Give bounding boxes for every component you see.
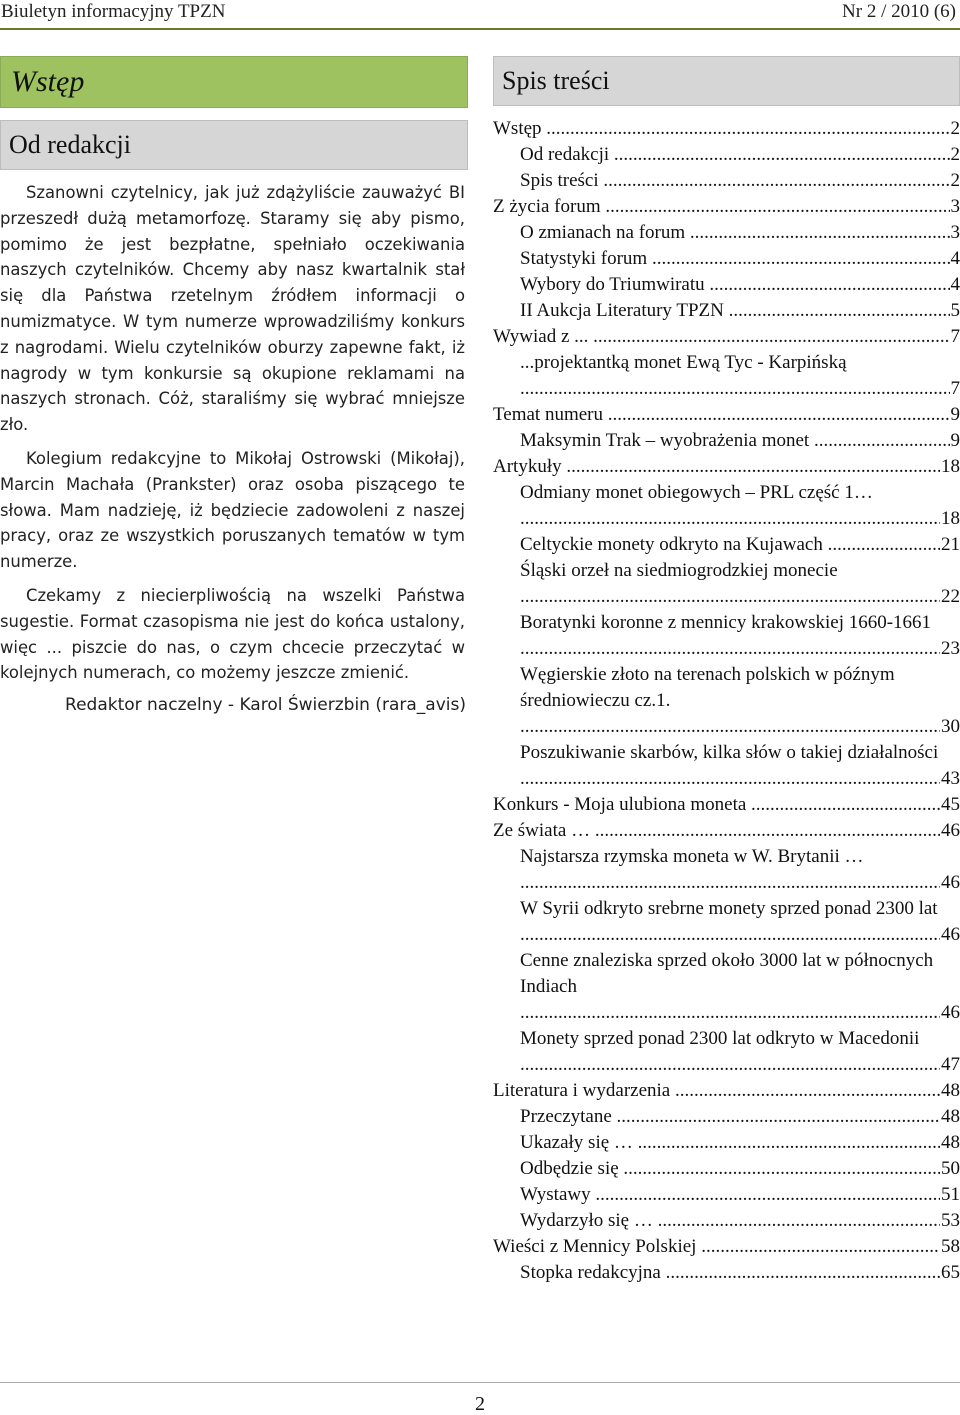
toc-entry-title: Wstęp ..... bbox=[493, 116, 950, 142]
toc-entry[interactable] bbox=[493, 1260, 960, 1286]
toc-entry-page: 9 bbox=[950, 428, 960, 454]
toc-entry[interactable] bbox=[493, 948, 960, 1026]
toc-entry-title: Najstarsza rzymska moneta w W. Brytanii … ..... bbox=[520, 844, 940, 896]
toc-entry-page: 3 bbox=[950, 220, 960, 246]
toc-entry[interactable] bbox=[493, 1156, 960, 1182]
toc-entry-title: ...projektantką monet Ewą Tyc - Karpińską ..... bbox=[520, 350, 950, 402]
toc-entry[interactable] bbox=[493, 168, 960, 194]
toc-entry[interactable] bbox=[493, 1182, 960, 1208]
toc-entry-title: Cenne znaleziska sprzed około 3000 lat w północnych Indiach ..... bbox=[520, 948, 940, 1026]
issue-number: Nr 2 / 2010 (6) bbox=[842, 0, 956, 24]
toc-entry-page: 7 bbox=[950, 376, 960, 402]
toc-entry-title: Ze świata … ..... bbox=[493, 818, 940, 844]
toc-entry-page: 4 bbox=[950, 246, 960, 272]
toc-entry-page: 2 bbox=[950, 168, 960, 194]
toc-entry-title: W Syrii odkryto srebrne monety sprzed ponad 2300 lat ..... bbox=[520, 896, 940, 948]
paragraph-2: Kolegium redakcyjne to Mikołaj Ostrowski (Mikołaj), Marcin Machała (Prankster) oraz osoba piszącego te słowa. Mam nadzieję, iż będziecie zadowoleni z naszej pracy, oraz ze wszystkich poruszanych tematów w tym numerze. bbox=[0, 446, 465, 575]
paragraph-1: Szanowni czytelnicy, jak już zdążyliście zauważyć BI przeszedł dużą metamorfozę. Staramy się aby pismo, pomimo że jest bezpłatne, spełniało oczekiwania naszych czytelników. Chcemy aby nasz kwartalnik stał się dla Państwa rzetelnym źródłem informacji o numizmatyce. W tym numerze wprowadziliśmy konkurs z nagrodami. Wielu czytelników oburzy zapewne fakt, iż nagrody w tym konkursie są okupione reklamami na naszych stronach. Cóż, staraliśmy się wybrać mniejsze zło. bbox=[0, 180, 465, 438]
toc-entry-title: Stopka redakcyjna ..... bbox=[520, 1260, 940, 1286]
toc-title: Spis treści bbox=[494, 57, 959, 105]
article-banner bbox=[0, 120, 468, 170]
toc-entry[interactable] bbox=[493, 1234, 960, 1260]
toc-entry-title: Celtyckie monety odkryto na Kujawach ..... bbox=[520, 532, 940, 558]
toc-entry[interactable] bbox=[493, 1208, 960, 1234]
toc-entry[interactable] bbox=[493, 272, 960, 298]
publication-title: Biuletyn informacyjny TPZN bbox=[1, 0, 225, 24]
toc-entry[interactable] bbox=[493, 194, 960, 220]
toc-entry[interactable] bbox=[493, 1130, 960, 1156]
right-column bbox=[493, 56, 960, 1286]
toc-entry[interactable] bbox=[493, 350, 960, 402]
footer-rule bbox=[0, 1382, 960, 1383]
toc-entry[interactable] bbox=[493, 116, 960, 142]
toc-entry[interactable] bbox=[493, 402, 960, 428]
toc-entry[interactable] bbox=[493, 610, 960, 662]
toc-entry-title: Konkurs - Moja ulubiona moneta ..... bbox=[493, 792, 940, 818]
toc-entry-page: 2 bbox=[950, 142, 960, 168]
article-body bbox=[0, 180, 468, 718]
toc-entry[interactable] bbox=[493, 428, 960, 454]
toc-entry-title: Statystyki forum ..... bbox=[520, 246, 950, 272]
page-number: 2 bbox=[0, 1394, 960, 1414]
toc-entry-page: 7 bbox=[950, 324, 960, 350]
toc-entry-page: 48 bbox=[940, 1130, 960, 1156]
toc-banner bbox=[493, 56, 960, 106]
toc-entry[interactable] bbox=[493, 454, 960, 480]
toc-entry[interactable] bbox=[493, 532, 960, 558]
toc-entry[interactable] bbox=[493, 558, 960, 610]
section-title: Wstęp bbox=[1, 57, 467, 107]
toc-entry[interactable] bbox=[493, 1104, 960, 1130]
signature: Redaktor naczelny - Karol Świerzbin (rara_avis) bbox=[0, 692, 468, 718]
toc-entry[interactable] bbox=[493, 896, 960, 948]
toc-entry-title: Śląski orzeł na siedmiogrodzkiej monecie ..... bbox=[520, 558, 940, 610]
toc-entry-page: 46 bbox=[940, 818, 960, 844]
toc-entry-title: II Aukcja Literatury TPZN ..... bbox=[520, 298, 950, 324]
toc-entry-page: 21 bbox=[940, 532, 960, 558]
left-column bbox=[0, 56, 468, 718]
toc-entry-page: 30 bbox=[940, 714, 960, 740]
toc-entry-page: 65 bbox=[940, 1260, 960, 1286]
toc-entry-title: Odbędzie się ..... bbox=[520, 1156, 940, 1182]
toc-entry-page: 51 bbox=[940, 1182, 960, 1208]
toc-entry-title: Temat numeru ..... bbox=[493, 402, 950, 428]
toc-entry-page: 50 bbox=[940, 1156, 960, 1182]
toc-entry-title: Wystawy ..... bbox=[520, 1182, 940, 1208]
toc-entry-title: Poszukiwanie skarbów, kilka słów o takiej działalności ..... bbox=[520, 740, 940, 792]
toc-entry-title: Wywiad z ... ..... bbox=[493, 324, 950, 350]
toc-entry-page: 48 bbox=[940, 1078, 960, 1104]
toc-entry-page: 53 bbox=[940, 1208, 960, 1234]
toc-entry-title: Węgierskie złoto na terenach polskich w późnym średniowieczu cz.1. ..... bbox=[520, 662, 940, 740]
toc-entry[interactable] bbox=[493, 844, 960, 896]
toc-entry-title: Wydarzyło się … ..... bbox=[520, 1208, 940, 1234]
toc-entry-page: 18 bbox=[940, 454, 960, 480]
toc-entry-page: 48 bbox=[940, 1104, 960, 1130]
toc-entry-title: Z życia forum ..... bbox=[493, 194, 950, 220]
article-title: Od redakcji bbox=[1, 121, 467, 169]
toc-entry[interactable] bbox=[493, 792, 960, 818]
toc-entry[interactable] bbox=[493, 246, 960, 272]
toc-entry[interactable] bbox=[493, 220, 960, 246]
toc-entry[interactable] bbox=[493, 1078, 960, 1104]
toc-entry-title: Ukazały się … ..... bbox=[520, 1130, 940, 1156]
paragraph-3: Czekamy z niecierpliwością na wszelki Państwa sugestie. Format czasopisma nie jest do końca ustalony, więc ... piszcie do nas, o czym chcecie przeczytać w kolejnych numerach, co możemy jeszcze zmienić. bbox=[0, 583, 465, 686]
table-of-contents bbox=[493, 116, 960, 1286]
toc-entry-title: Wybory do Triumwiratu ..... bbox=[520, 272, 950, 298]
toc-entry-title: Od redakcji ..... bbox=[520, 142, 950, 168]
toc-entry[interactable] bbox=[493, 740, 960, 792]
page-header bbox=[0, 0, 960, 30]
toc-entry-title: Odmiany monet obiegowych – PRL część 1… ..... bbox=[520, 480, 940, 532]
toc-entry-page: 47 bbox=[940, 1052, 960, 1078]
toc-entry-page: 58 bbox=[940, 1234, 960, 1260]
toc-entry[interactable] bbox=[493, 1026, 960, 1078]
toc-entry-page: 4 bbox=[950, 272, 960, 298]
toc-entry-title: Boratynki koronne z mennicy krakowskiej 1660-1661 ..... bbox=[520, 610, 940, 662]
toc-entry-page: 3 bbox=[950, 194, 960, 220]
toc-entry[interactable] bbox=[493, 662, 960, 740]
toc-entry-page: 22 bbox=[940, 584, 960, 610]
toc-entry[interactable] bbox=[493, 818, 960, 844]
toc-entry-title: Artykuły ..... bbox=[493, 454, 940, 480]
toc-entry-page: 23 bbox=[940, 636, 960, 662]
section-banner bbox=[0, 56, 468, 108]
toc-entry-page: 2 bbox=[950, 116, 960, 142]
toc-entry-title: Monety sprzed ponad 2300 lat odkryto w Macedonii ..... bbox=[520, 1026, 940, 1078]
toc-entry-page: 5 bbox=[950, 298, 960, 324]
toc-entry-title: Maksymin Trak – wyobrażenia monet ..... bbox=[520, 428, 950, 454]
toc-entry-page: 43 bbox=[940, 766, 960, 792]
toc-entry[interactable] bbox=[493, 298, 960, 324]
toc-entry[interactable] bbox=[493, 324, 960, 350]
toc-entry-title: Wieści z Mennicy Polskiej ..... bbox=[493, 1234, 940, 1260]
toc-entry[interactable] bbox=[493, 480, 960, 532]
toc-entry-page: 46 bbox=[940, 922, 960, 948]
toc-entry-page: 9 bbox=[950, 402, 960, 428]
toc-entry[interactable] bbox=[493, 142, 960, 168]
toc-entry-page: 18 bbox=[940, 506, 960, 532]
toc-entry-title: Literatura i wydarzenia ..... bbox=[493, 1078, 940, 1104]
toc-entry-title: Spis treści ..... bbox=[520, 168, 950, 194]
toc-entry-page: 46 bbox=[940, 870, 960, 896]
toc-entry-title: O zmianach na forum ..... bbox=[520, 220, 950, 246]
toc-entry-title: Przeczytane ..... bbox=[520, 1104, 940, 1130]
toc-entry-page: 46 bbox=[940, 1000, 960, 1026]
toc-entry-page: 45 bbox=[940, 792, 960, 818]
